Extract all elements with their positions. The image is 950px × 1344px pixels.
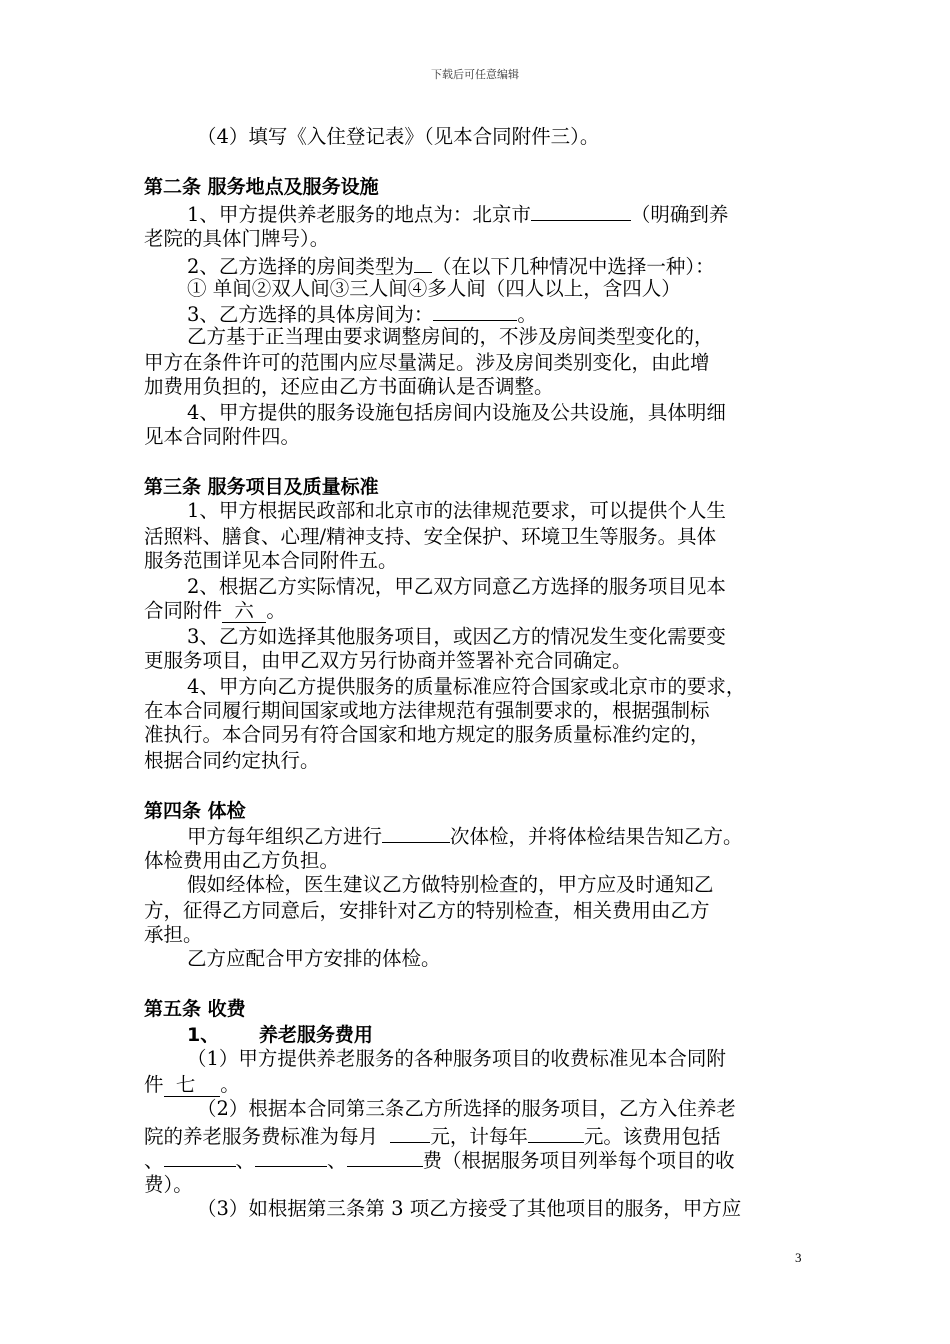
text-segment: 、 — [144, 1149, 164, 1172]
subsection-heading: 1、 养老服务费用 — [187, 1024, 373, 1046]
paragraph-line: 方，征得乙方同意后，安排针对乙方的特别检查，相关费用由乙方 — [144, 899, 710, 922]
fill-blank-address — [531, 200, 631, 221]
text-segment: 甲方每年组织乙方进行 — [187, 825, 383, 848]
paragraph-line: （3）如根据第三条第 3 项乙方接受了其他项目的服务，甲方应 — [197, 1197, 742, 1220]
text-segment: 院的养老服务费标准为每月 — [144, 1125, 391, 1148]
section-heading-4: 第四条 体检 — [144, 800, 246, 822]
paragraph-line: 3、乙方如选择其他服务项目，或因乙方的情况发生变化需要变 — [187, 625, 726, 648]
paragraph-line: 根据合同约定执行。 — [144, 749, 320, 772]
filled-blank-appendix: 七 — [163, 1073, 221, 1096]
paragraph-line: 乙方基于正当理由要求调整房间的，不涉及房间类型变化的， — [187, 325, 714, 348]
paragraph-line — [144, 598, 286, 624]
fill-blank-fee-item — [164, 1146, 236, 1167]
text-segment: 合同附件 — [144, 599, 223, 622]
paragraph-line: （2）根据本合同第三条乙方所选择的服务项目，乙方入住养老 — [197, 1097, 736, 1120]
text-segment: 。 — [517, 303, 537, 326]
page-header-note: 下载后可任意编辑 — [431, 68, 519, 81]
paragraph-line: 费）。 — [144, 1173, 193, 1196]
fill-blank-annual-fee — [528, 1122, 584, 1143]
paragraph-line — [187, 300, 537, 326]
fill-blank-monthly-fee — [390, 1122, 430, 1143]
text-segment: 件 — [144, 1073, 164, 1096]
section-heading-2: 第二条 服务地点及服务设施 — [144, 176, 379, 198]
paragraph-line — [187, 252, 715, 278]
text-segment: 。 — [220, 1073, 240, 1096]
text-segment: 次体检，并将体检结果告知乙方。 — [450, 825, 743, 848]
paragraph-line: 老院的具体门牌号）。 — [144, 227, 330, 250]
text-segment: 元。该费用包括 — [583, 1125, 721, 1148]
paragraph-line: 2、根据乙方实际情况，甲乙双方同意乙方选择的服务项目见本 — [187, 575, 726, 598]
paragraph-line: 甲方在条件许可的范围内应尽量满足。涉及房间类别变化，由此增 — [144, 351, 710, 374]
text-segment: 、 — [327, 1149, 347, 1172]
paragraph-line: 活照料、膳食、心理/精神支持、安全保护、环境卫生等服务。具体 — [144, 525, 717, 548]
text-segment: 、 — [235, 1149, 256, 1172]
fill-blank-fee-item — [255, 1146, 327, 1167]
paragraph-line: 1、甲方根据民政部和北京市的法律规范要求，可以提供个人生 — [187, 499, 726, 522]
paragraph-line: 准执行。本合同另有符合国家和地方规定的服务质量标准约定的， — [144, 723, 710, 746]
fill-blank-fee-item — [347, 1146, 423, 1167]
text-segment: 2、乙方选择的房间类型为 — [187, 255, 414, 278]
paragraph-line: 体检费用由乙方负担。 — [144, 849, 340, 872]
paragraph-line: 服务范围详见本合同附件五。 — [144, 549, 398, 572]
paragraph-line — [144, 1122, 720, 1148]
text-segment: （在以下几种情况中选择一种）： — [431, 255, 715, 278]
fill-blank-room-type — [414, 252, 432, 273]
text-segment: 1、甲方提供养老服务的地点为：北京市 — [187, 203, 531, 226]
paragraph-line: 更服务项目，由甲乙双方另行协商并签署补充合同确定。 — [144, 649, 632, 672]
paragraph-line: （1）甲方提供养老服务的各种服务项目的收费标准见本合同附 — [187, 1047, 726, 1070]
text-segment: 3、乙方选择的具体房间为： — [187, 303, 434, 326]
paragraph-line — [187, 822, 743, 848]
text-segment: 元，计每年 — [430, 1125, 528, 1148]
paragraph-line: ① 单间②双人间③三人间④多人间（四人以上，含四人） — [187, 277, 681, 300]
paragraph-line: 乙方应配合甲方安排的体检。 — [187, 947, 441, 970]
fill-blank-room-number — [433, 300, 517, 321]
text-segment: （明确到养 — [630, 203, 729, 226]
text-segment: 。 — [266, 599, 286, 622]
paragraph-line: 4、甲方提供的服务设施包括房间内设施及公共设施，具体明细 — [187, 401, 726, 424]
text-segment: 费（根据服务项目列举每个项目的收 — [422, 1149, 735, 1172]
fill-blank-checkup-count — [382, 822, 450, 843]
paragraph-line: 见本合同附件四。 — [144, 425, 301, 448]
paragraph-line: （4）填写《入住登记表》（见本合同附件三）。 — [197, 125, 600, 148]
filled-blank-appendix: 六 — [222, 599, 267, 622]
paragraph-line — [187, 200, 728, 226]
page-number: 3 — [795, 1250, 802, 1265]
paragraph-line — [144, 1146, 735, 1172]
section-heading-5: 第五条 收费 — [144, 998, 246, 1020]
paragraph-line — [144, 1072, 240, 1098]
paragraph-line: 加费用负担的，还应由乙方书面确认是否调整。 — [144, 375, 554, 398]
paragraph-line: 4、甲方向乙方提供服务的质量标准应符合国家或北京市的要求， — [187, 675, 746, 698]
paragraph-line: 在本合同履行期间国家或地方法律规范有强制要求的，根据强制标 — [144, 699, 710, 722]
paragraph-line: 承担。 — [144, 923, 203, 946]
paragraph-line: 假如经体检，医生建议乙方做特别检查的，甲方应及时通知乙 — [187, 873, 714, 896]
section-heading-3: 第三条 服务项目及质量标准 — [144, 476, 379, 498]
